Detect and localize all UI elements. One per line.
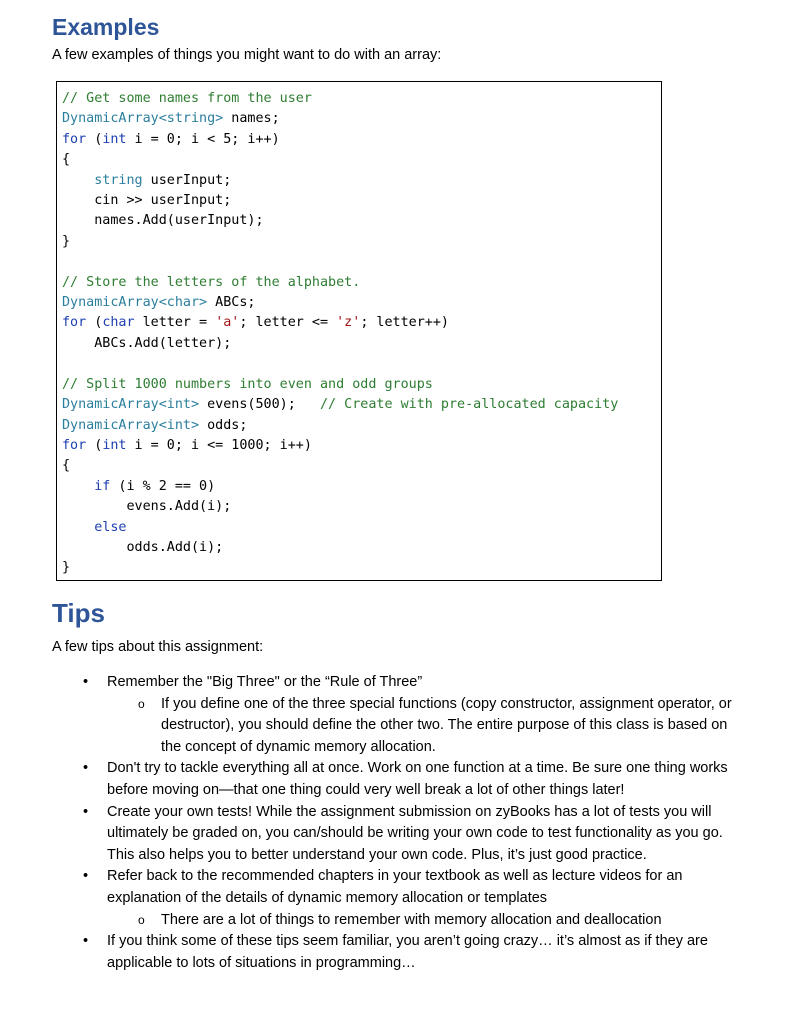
bullet-icon: • bbox=[83, 868, 89, 885]
sub-list-item bbox=[0, 910, 787, 932]
list-item bbox=[0, 672, 787, 694]
code-keyword: if bbox=[94, 478, 111, 494]
code-type: DynamicArray<int> bbox=[62, 417, 200, 433]
list-item-text: If you think some of these tips seem familiar, you aren’t going crazy… it’s almost as if they are applicable to lots of situations in programming… bbox=[107, 933, 708, 971]
list-item bbox=[0, 931, 787, 974]
code-text: names.Add(userInput); bbox=[94, 213, 264, 229]
code-type: string bbox=[94, 172, 143, 188]
bullet-icon: • bbox=[83, 760, 89, 777]
code-string: 'z' bbox=[336, 315, 361, 331]
code-brace: { bbox=[62, 458, 71, 474]
code-comment: // Store the letters of the alphabet. bbox=[62, 274, 361, 290]
code-text: ABCs; bbox=[207, 295, 256, 311]
code-text: evens(500); bbox=[199, 397, 320, 413]
list-item bbox=[0, 758, 787, 801]
code-type: DynamicArray<string> bbox=[62, 111, 224, 127]
circle-bullet-icon: o bbox=[138, 912, 145, 927]
list-item bbox=[0, 802, 787, 867]
code-block bbox=[56, 81, 662, 581]
code-keyword: for bbox=[62, 131, 87, 147]
sub-list-item bbox=[0, 694, 787, 759]
list-item-text: Refer back to the recommended chapters in your textbook as well as lecture videos for an explanation of the details of dynamic memory allocation or templates bbox=[107, 868, 683, 906]
list-item-text: Create your own tests! While the assignment submission on zyBooks has a lot of tests you will ultimately be graded on, you can/should be writing your own code to test functionality as you go. This also helps you to better understand your own code. Plus, it’s just good practice. bbox=[107, 803, 723, 863]
tips-intro: A few tips about this assignment: bbox=[52, 639, 264, 655]
code-keyword: int bbox=[102, 131, 127, 147]
list-item bbox=[0, 866, 787, 909]
code-keyword: for bbox=[62, 437, 87, 453]
code-text: (i % 2 == 0) bbox=[110, 478, 216, 494]
code-brace: { bbox=[62, 152, 71, 168]
code-string: 'a' bbox=[215, 315, 240, 331]
list-item-text: Don't try to tackle everything all at once. Work on one function at a time. Be sure one thing works before moving on—that one thing could very well break a lot of other things later! bbox=[107, 760, 728, 798]
code-text: ( bbox=[86, 131, 103, 147]
code-text: odds; bbox=[199, 417, 248, 433]
sub-list-item-text: If you define one of the three special functions (copy constructor, assignment operator, or destructor), you should define the other two. The entire purpose of this class is based on the concept of dynamic memory allocation. bbox=[161, 695, 732, 755]
code-text: evens.Add(i); bbox=[126, 499, 232, 515]
code-text: cin >> userInput; bbox=[94, 193, 232, 209]
code-text: names; bbox=[223, 111, 280, 127]
code-keyword: int bbox=[102, 437, 127, 453]
code-type: DynamicArray<int> bbox=[62, 397, 200, 413]
code-comment: // Create with pre-allocated capacity bbox=[320, 397, 619, 413]
circle-bullet-icon: o bbox=[138, 696, 145, 711]
code-brace: } bbox=[62, 560, 71, 576]
code-type: DynamicArray<char> bbox=[62, 295, 208, 311]
code-text: odds.Add(i); bbox=[126, 539, 224, 555]
bullet-icon: • bbox=[83, 933, 89, 950]
code-keyword: for bbox=[62, 315, 87, 331]
code-text: userInput; bbox=[142, 172, 232, 188]
code-keyword: char bbox=[102, 315, 135, 331]
list-item-text: Remember the "Big Three" or the “Rule of Three” bbox=[107, 674, 423, 690]
code-text: ( bbox=[86, 437, 103, 453]
code-text: ; letter <= bbox=[239, 315, 337, 331]
tips-list bbox=[0, 672, 787, 974]
code-text: i = 0; i <= 1000; i++) bbox=[126, 437, 312, 453]
code-comment: // Split 1000 numbers into even and odd groups bbox=[62, 376, 433, 392]
examples-heading: Examples bbox=[52, 14, 160, 40]
sub-list-item-text: There are a lot of things to remember with memory allocation and deallocation bbox=[161, 911, 662, 928]
code-text: ( bbox=[86, 315, 103, 331]
code-text: ABCs.Add(letter); bbox=[94, 335, 232, 351]
examples-intro: A few examples of things you might want to do with an array: bbox=[52, 47, 442, 63]
code-keyword: else bbox=[94, 519, 127, 535]
bullet-icon: • bbox=[83, 803, 89, 820]
code-brace: } bbox=[62, 233, 71, 249]
code-text: ; letter++) bbox=[360, 315, 449, 331]
bullet-icon: • bbox=[83, 674, 89, 690]
code-comment: // Get some names from the user bbox=[62, 91, 312, 106]
code-text: letter = bbox=[134, 315, 216, 331]
tips-heading: Tips bbox=[52, 598, 105, 628]
code-text: i = 0; i < 5; i++) bbox=[126, 131, 280, 147]
